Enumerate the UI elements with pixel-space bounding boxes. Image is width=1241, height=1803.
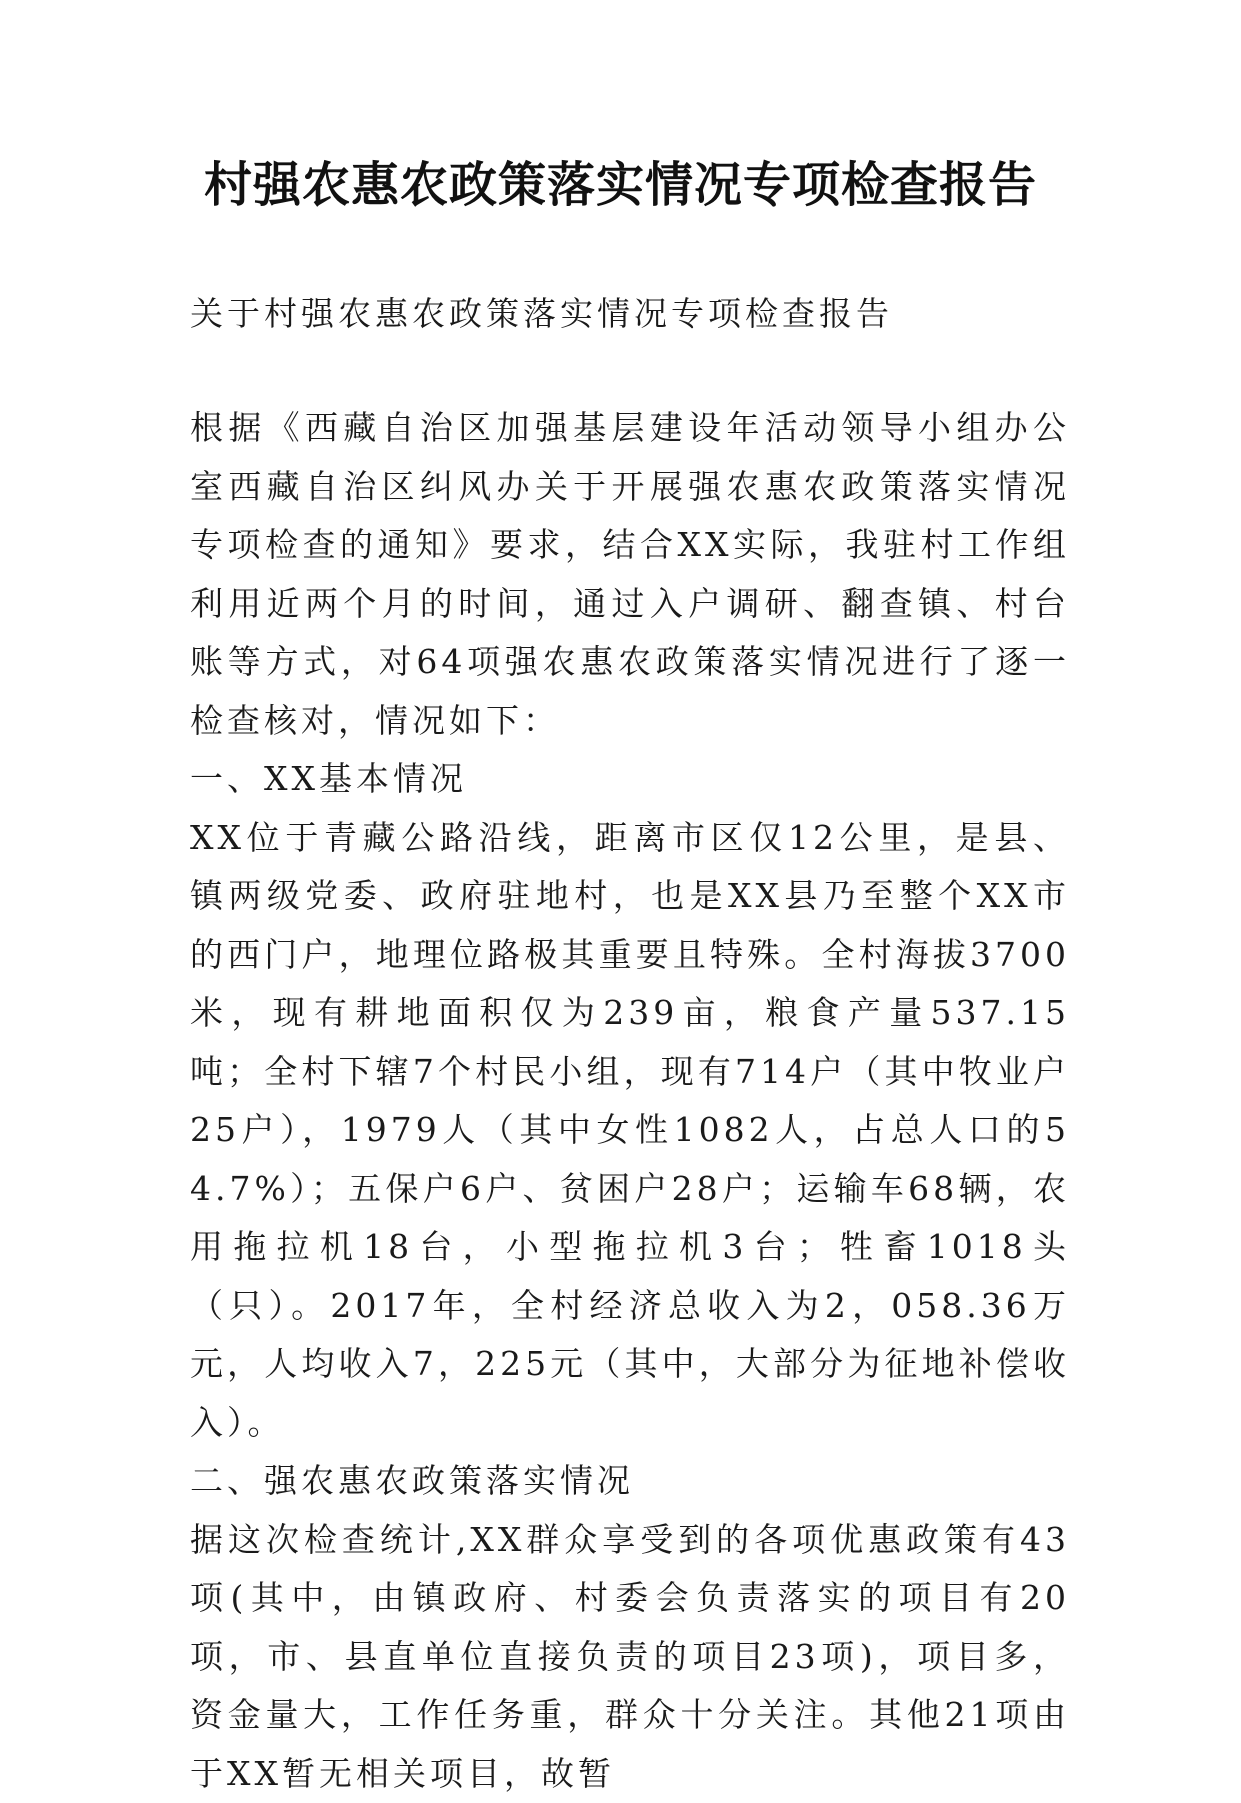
- document-subtitle: 关于村强农惠农政策落实情况专项检查报告: [190, 285, 1070, 344]
- paragraph-intro: 根据《西藏自治区加强基层建设年活动领导小组办公室西藏自治区纠风办关于开展强农惠农政策落实情况专项检查的通知》要求，结合XX实际，我驻村工作组利用近两个月的时间，通过入户调研、翻查镇、村台账等方式，对64项强农惠农政策落实情况进行了逐一检查核对，情况如下：: [190, 399, 1070, 750]
- section-heading-basic-info: 一、XX基本情况: [190, 750, 1070, 809]
- section-heading-policy: 二、强农惠农政策落实情况: [190, 1452, 1070, 1511]
- document-body: [190, 399, 1070, 1803]
- document-title: 村强农惠农政策落实情况专项检查报告: [0, 150, 1241, 220]
- paragraph-policy: 据这次检查统计,XX群众享受到的各项优惠政策有43项(其中，由镇政府、村委会负责落实的项目有20项，市、县直单位直接负责的项目23项)，项目多，资金量大，工作任务重，群众十分关注。其他21项由于XX暂无相关项目，故暂: [190, 1511, 1070, 1803]
- paragraph-basic-info: XX位于青藏公路沿线，距离市区仅12公里，是县、镇两级党委、政府驻地村，也是XX县乃至整个XX市的西门户，地理位路极其重要且特殊。全村海拔3700米，现有耕地面积仅为239亩，粮食产量537.15吨；全村下辖7个村民小组，现有714户（其中牧业户25户），1979人（其中女性1082人，占总人口的54.7%）；五保户6户、贫困户28户；运输车68辆，农用拖拉机18台，小型拖拉机3台；牲畜1018头（只）。2017年，全村经济总收入为2，058.36万元，人均收入7，225元（其中，大部分为征地补偿收入）。: [190, 809, 1070, 1453]
